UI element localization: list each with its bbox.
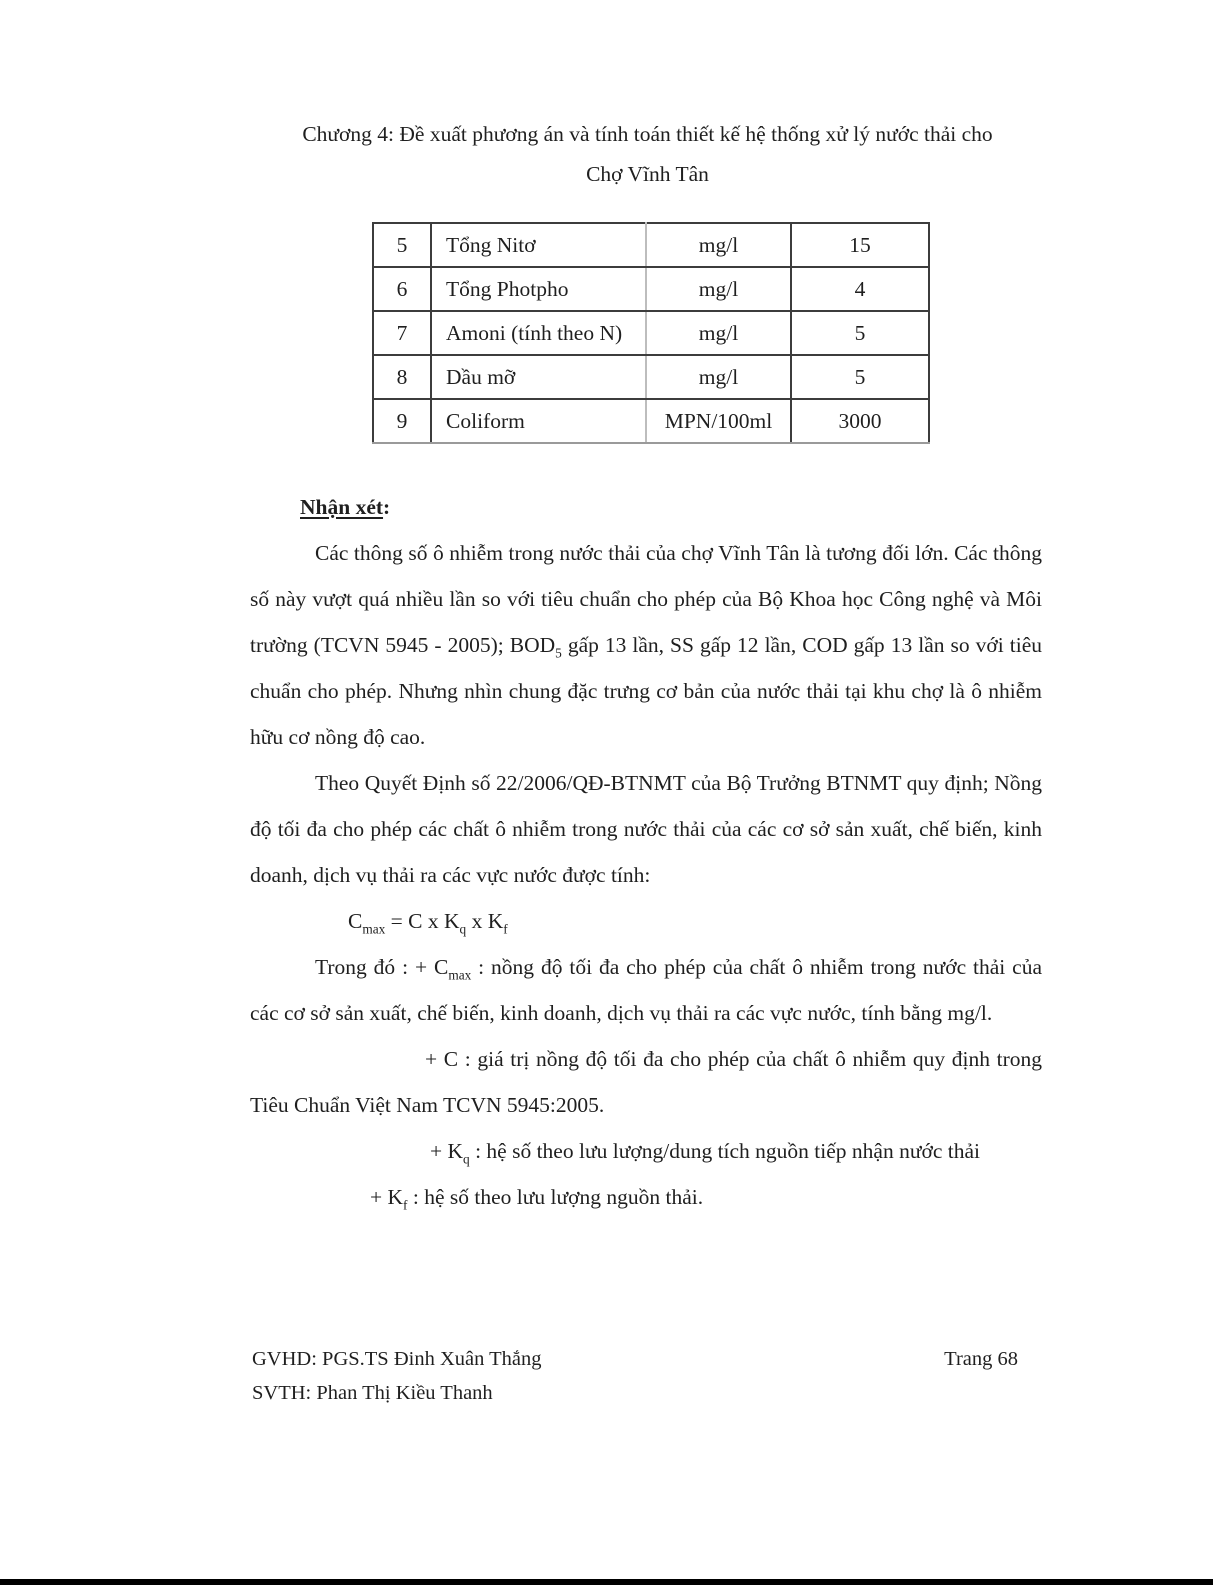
paragraph-cmax-definition: Trong đó : + $C_{max}$ : nồng độ tối đa cho phép của chất ô nhiễm trong nước thải của các cơ sở sản xuất, chế biến, kinh doanh, dịch vụ thải ra các vực nước, tính bằng mg/l. [250, 955, 1042, 1025]
parameters-table [372, 222, 930, 444]
parameter-cell: Dầu mỡ [431, 355, 646, 399]
section-heading [300, 484, 1042, 530]
section-heading-colon: : [383, 495, 391, 519]
parameter-cell: Amoni (tính theo N) [431, 311, 646, 355]
footer-page-number: Trang 68 [944, 1348, 1018, 1370]
table-row [373, 311, 929, 355]
unit-cell: mg/l [646, 267, 791, 311]
parameter-cell: Tổng Nitơ [431, 223, 646, 267]
unit-cell: mg/l [646, 311, 791, 355]
parameter-cell: Tổng Photpho [431, 267, 646, 311]
body-text [250, 484, 1042, 1220]
table-row [373, 267, 929, 311]
paragraph-observations: Các thông số ô nhiễm trong nước thải của chợ Vĩnh Tân là tương đối lớn. Các thông số này vượt quá nhiều lần so với tiêu chuẩn cho phép của Bộ Khoa học Công nghệ và Môi trường (TCVN 5945 - 2005); $BOD_5$ gấp 13 lần, SS gấp 12 lần, COD gấp 13 lần so với tiêu chuẩn cho phép. Nhưng nhìn chung đặc trưng cơ bản của nước thải tại khu chợ là ô nhiễm hữu cơ nồng độ cao. [250, 541, 1042, 749]
table-row [373, 355, 929, 399]
value-cell: 5 [791, 355, 929, 399]
parameter-cell: Coliform [431, 399, 646, 443]
paragraph-kf-definition: + $K_f$ : hệ số theo lưu lượng nguồn thải. [370, 1185, 704, 1213]
paragraph-kq-definition: + $K_q$ : hệ số theo lưu lượng/dung tích nguồn tiếp nhận nước thải [430, 1139, 981, 1167]
page-footer [252, 1342, 1018, 1410]
chapter-header-line1: Chương 4: Đề xuất phương án và tính toán thiết kế hệ thống xử lý nước thải cho [302, 122, 993, 146]
chapter-header [250, 114, 1045, 194]
row-number-cell: 5 [373, 223, 431, 267]
footer-gvhd: GVHD: PGS.TS Đinh Xuân Thắng [252, 1348, 542, 1370]
section-heading-label: Nhận xét [300, 495, 384, 519]
row-number-cell: 9 [373, 399, 431, 443]
paragraph-c-definition: + C : giá trị nồng độ tối đa cho phép của chất ô nhiễm quy định trong Tiêu Chuẩn Việt Nam TCVN 5945:2005. [250, 1047, 1042, 1117]
paragraph-decision: Theo Quyết Định số 22/2006/QĐ-BTNMT của Bộ Trưởng BTNMT quy định; Nồng độ tối đa cho phép các chất ô nhiễm trong nước thải của các cơ sở sản xuất, chế biến, kinh doanh, dịch vụ thải ra các vực nước được tính: [250, 771, 1042, 887]
scan-edge-bar [0, 1579, 1213, 1585]
row-number-cell: 8 [373, 355, 431, 399]
value-cell: 3000 [791, 399, 929, 443]
unit-cell: mg/l [646, 355, 791, 399]
unit-cell: MPN/100ml [646, 399, 791, 443]
table-row [373, 223, 929, 267]
table-row [373, 399, 929, 443]
unit-cell: mg/l [646, 223, 791, 267]
row-number-cell: 7 [373, 311, 431, 355]
footer-svth: SVTH: Phan Thị Kiều Thanh [252, 1382, 493, 1404]
value-cell: 4 [791, 267, 929, 311]
value-cell: 15 [791, 223, 929, 267]
cmax-formula: $C_{max} = C$ x $K_q$ x $K_f$ [348, 909, 508, 937]
chapter-header-line2: Chợ Vĩnh Tân [586, 162, 709, 186]
value-cell: 5 [791, 311, 929, 355]
row-number-cell: 6 [373, 267, 431, 311]
